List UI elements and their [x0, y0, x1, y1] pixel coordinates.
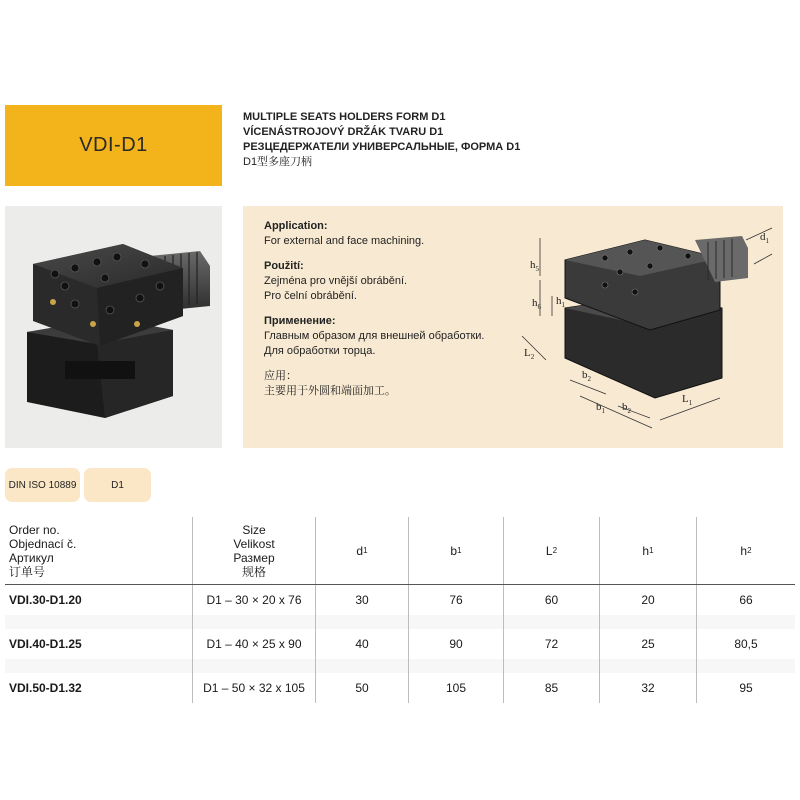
header-order-ru: Артикул: [9, 550, 54, 565]
label-h5: $h_5$: [530, 259, 539, 273]
cell-l2: 72: [503, 629, 599, 659]
product-code: VDI-D1: [79, 134, 148, 156]
cell-size: D1 – 30 × 20 x 76: [192, 585, 315, 615]
title-block: [243, 110, 783, 170]
product-photo-panel: [5, 206, 222, 448]
cell-l2: 85: [503, 673, 599, 703]
application-heading-en: Application:: [264, 220, 328, 232]
cell-size: D1 – 50 × 32 x 105: [192, 673, 315, 703]
application-text-cs-2: Pro čelní obrábění.: [264, 290, 357, 302]
product-code-banner: [5, 105, 222, 186]
label-l1: $L_1$: [682, 393, 693, 407]
header-order-en: Order no.: [9, 522, 60, 537]
cell-l2: 60: [503, 585, 599, 615]
title-english: MULTIPLE SEATS HOLDERS FORM D1: [243, 111, 446, 123]
cell-d1: 50: [315, 673, 408, 703]
label-b2-left: $b_2$: [582, 369, 591, 383]
label-d1: $d_1$: [760, 231, 769, 245]
application-text: [264, 219, 514, 399]
cell-h1: 32: [599, 673, 696, 703]
application-heading-cs: Použití:: [264, 260, 304, 272]
header-l2: L 2: [503, 517, 599, 584]
cell-h2: 80,5: [696, 629, 795, 659]
cell-b1: 76: [408, 585, 503, 615]
label-h6: $h_6$: [532, 297, 541, 311]
label-h1: $h_1$: [556, 295, 565, 309]
standard-badge: [5, 468, 80, 502]
application-text-en: For external and face machining.: [264, 235, 425, 247]
header-size-zh: 规格: [241, 564, 266, 579]
form-badge: [84, 468, 151, 502]
header-b1: b 1: [408, 517, 503, 584]
label-b2-right: $b_2$: [622, 401, 631, 415]
dimension-table: [5, 517, 795, 703]
header-size-ru: Размер: [233, 550, 275, 565]
header-size-en: Size: [242, 522, 266, 537]
cell-order: VDI.50-D1.32: [9, 681, 82, 695]
application-text-ru-1: Главным образом для внешней обработки.: [264, 330, 485, 342]
cell-h1: 20: [599, 585, 696, 615]
cell-h2: 66: [696, 585, 795, 615]
label-l2: $L_2$: [524, 347, 535, 361]
table-row: [5, 585, 795, 615]
header-h1: h 1: [599, 517, 696, 584]
application-heading-ru: Применение:: [264, 315, 336, 327]
standard-label: DIN ISO 10889: [8, 479, 77, 491]
cell-order: VDI.30-D1.20: [9, 593, 82, 607]
cell-order: VDI.40-D1.25: [9, 637, 82, 651]
header-order-zh: 订单号: [9, 564, 46, 579]
cell-h1: 25: [599, 629, 696, 659]
table-spacer: [5, 659, 795, 673]
application-text-zh: 主要用于外圆和端面加工。: [264, 385, 396, 397]
table-row: [5, 673, 795, 703]
title-czech: VÍCENÁSTROJOVÝ DRŽÁK TVARU D1: [243, 126, 444, 138]
table-header-row: [5, 517, 795, 585]
application-text-ru-2: Для обработки торца.: [264, 345, 376, 357]
cell-size: D1 – 40 × 25 x 90: [192, 629, 315, 659]
header-d1: d 1: [315, 517, 408, 584]
application-heading-zh: 应用：: [264, 370, 297, 382]
application-text-cs-1: Zejména pro vnější obrábění.: [264, 275, 408, 287]
form-label: D1: [111, 479, 124, 491]
table-spacer: [5, 615, 795, 629]
product-photo: [5, 206, 222, 448]
header-order-cs: Objednací č.: [9, 536, 77, 551]
cell-h2: 95: [696, 673, 795, 703]
header-order-no: [5, 517, 192, 584]
header-size-cs: Velikost: [233, 536, 275, 551]
dimension-drawing: [510, 210, 785, 448]
cell-b1: 90: [408, 629, 503, 659]
cell-d1: 40: [315, 629, 408, 659]
title-russian: РЕЗЦЕДЕРЖАТЕЛИ УНИВЕРСАЛЬНЫЕ, ФОРМА D1: [243, 141, 521, 153]
header-size: [192, 517, 315, 584]
header-h2: h 2: [696, 517, 795, 584]
label-b1: $b_1$: [596, 401, 605, 415]
title-chinese: D1型多座刀柄: [243, 156, 313, 168]
table-row: [5, 629, 795, 659]
cell-b1: 105: [408, 673, 503, 703]
cell-d1: 30: [315, 585, 408, 615]
